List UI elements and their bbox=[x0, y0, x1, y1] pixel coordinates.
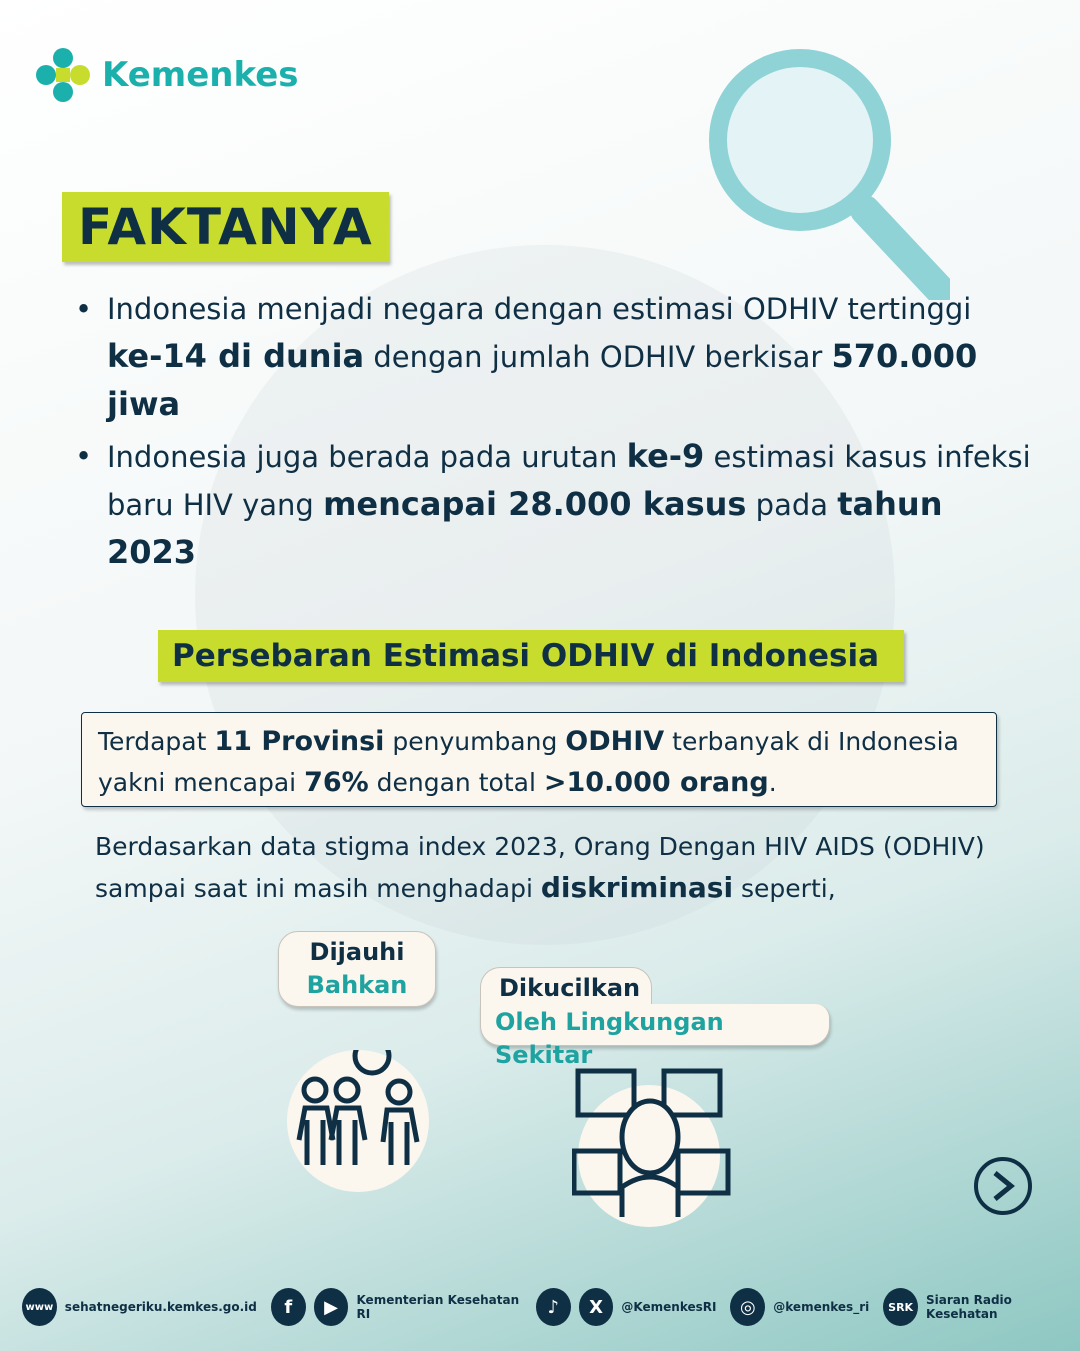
bold-text: ke-9 bbox=[626, 437, 705, 475]
woman-surrounded-icon bbox=[572, 1067, 732, 1217]
footer-social bbox=[22, 1288, 1080, 1326]
fb-yt-handle[interactable]: Kementerian Kesehatan RI bbox=[356, 1293, 520, 1321]
next-button[interactable] bbox=[974, 1157, 1032, 1215]
people-sad-icon bbox=[287, 1050, 429, 1192]
facebook-icon[interactable]: f bbox=[271, 1288, 306, 1326]
radio-link[interactable]: Siaran Radio Kesehatan bbox=[926, 1293, 1012, 1321]
bubble-dijauhi bbox=[278, 931, 436, 1007]
fact-item bbox=[75, 286, 1035, 429]
bold-text: 570.000 jiwa bbox=[107, 337, 978, 423]
kemenkes-logo-icon bbox=[34, 46, 92, 104]
website-link[interactable]: sehatnegeriku.kemkes.go.id bbox=[64, 1300, 257, 1314]
instagram-handle[interactable]: @kemenkes_ri bbox=[773, 1300, 870, 1314]
bold-text: mencapai 28.000 kasus bbox=[323, 485, 747, 523]
kemenkes-logo bbox=[34, 46, 299, 104]
bold-text: 11 Provinsi bbox=[214, 726, 385, 757]
text: pada bbox=[746, 488, 838, 522]
facts-list bbox=[75, 286, 1035, 581]
magnifier-icon bbox=[690, 40, 950, 300]
text: Berdasarkan data stigma index 2023, Orang Dengan HIV AIDS (ODHIV) sampai saat ini masih menghadapi bbox=[95, 832, 985, 903]
excluded-illustration bbox=[578, 1085, 720, 1227]
text: dengan total bbox=[368, 768, 544, 797]
brand-name: Kemenkes bbox=[102, 55, 299, 95]
stigma-paragraph bbox=[95, 826, 1015, 909]
x-icon[interactable]: X bbox=[579, 1288, 614, 1326]
bubble-dikucilkan bbox=[480, 1004, 830, 1069]
www-globe-icon: www bbox=[22, 1288, 57, 1326]
text: seperti, bbox=[733, 874, 836, 903]
text: estimasi kasus infeksi baru HIV yang bbox=[107, 440, 1031, 522]
section-title: Persebaran Estimasi ODHIV di Indonesia bbox=[158, 630, 904, 682]
text: dengan jumlah ODHIV berkisar bbox=[364, 340, 832, 374]
text: Indonesia menjadi negara dengan estimasi ODHIV tertinggi bbox=[107, 292, 972, 326]
shunned-illustration bbox=[287, 1050, 429, 1192]
bold-text: ke-14 di dunia bbox=[107, 337, 365, 375]
chevron-right-icon bbox=[989, 1170, 1017, 1202]
faktanya-title: FAKTANYA bbox=[62, 192, 389, 262]
youtube-icon[interactable]: ▶ bbox=[314, 1288, 349, 1326]
text: Indonesia juga berada pada urutan bbox=[107, 440, 627, 474]
bubble-text: Dijauhi bbox=[309, 938, 405, 966]
highlight-box bbox=[81, 712, 997, 807]
text: terbanyak di Indonesia yakni mencapai bbox=[98, 727, 959, 797]
text: Terdapat bbox=[98, 727, 215, 756]
tiktok-x-handle[interactable]: @KemenkesRI bbox=[621, 1300, 717, 1314]
bubble-text: Dikucilkan bbox=[499, 974, 641, 1002]
tiktok-icon[interactable]: ♪ bbox=[536, 1288, 571, 1326]
bubble-text-accent: Bahkan bbox=[306, 971, 408, 999]
text: . bbox=[768, 768, 777, 797]
bold-text: tahun 2023 bbox=[107, 485, 943, 571]
bold-text: diskriminasi bbox=[540, 871, 734, 904]
bubble-text-accent: Oleh Lingkungan Sekitar bbox=[495, 1008, 724, 1069]
text: penyumbang bbox=[384, 727, 566, 756]
bold-text: ODHIV bbox=[565, 726, 665, 757]
bold-text: >10.000 orang bbox=[543, 767, 769, 798]
bold-text: 76% bbox=[304, 767, 369, 798]
instagram-icon[interactable]: ◎ bbox=[730, 1288, 765, 1326]
fact-item bbox=[75, 433, 1035, 577]
srk-radio-icon[interactable]: SRK bbox=[883, 1288, 918, 1326]
